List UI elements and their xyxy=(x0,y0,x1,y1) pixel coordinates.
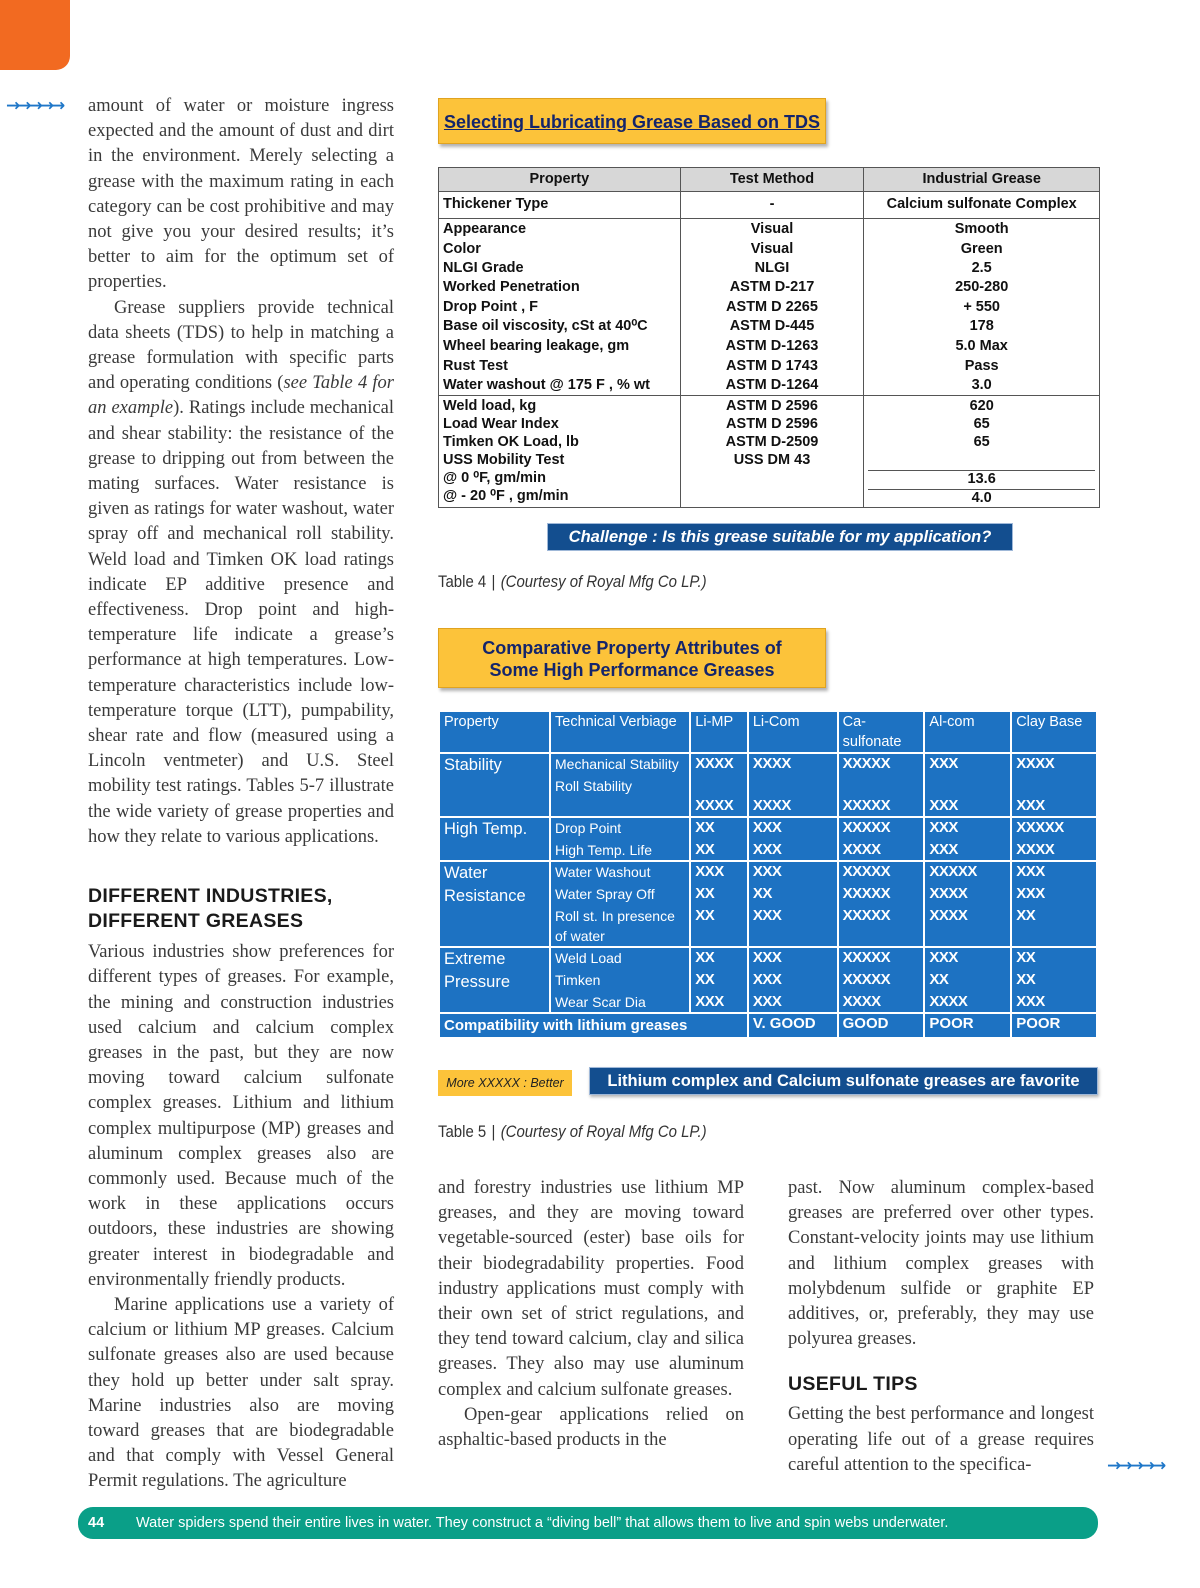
paragraph-industries: Various industries show preferences for different types of greases. For example, the mining and construction industries used calcium and calcium complex greases in the past, but they are now moving toward calcium sulfonate complex greases. Lithium and lithium complex multipurpose (MP) greases and aluminum complex greases also are commonly used. Because much of the work in these applications occurs outdoors, these industries are showing greater interest in biodegradable and environmentally friendly products. xyxy=(88,942,394,1290)
cmp-rating: XXXXX xyxy=(842,949,891,966)
favorite-callout: Lithium complex and Calcium sulfonate greases are favorite xyxy=(589,1067,1098,1095)
article-body-industries xyxy=(88,940,394,1494)
tds-value: + 550 xyxy=(963,299,1001,315)
cmp-property-extreme-pressure: Extreme Pressure xyxy=(440,948,549,1012)
cmp-al-com-cells xyxy=(925,948,1010,1012)
tds-prop: Wheel bearing leakage, gm xyxy=(443,338,630,354)
cmp-verbiage: Water Spray Off xyxy=(555,886,655,902)
cmp-compatibility-label: Compatibility with lithium greases xyxy=(440,1014,747,1037)
cmp-compat-clay-base: POOR xyxy=(1012,1014,1096,1037)
tds-thickener-label: Thickener Type xyxy=(439,192,681,219)
footer-fact: Water spiders spend their entire lives in water. They construct a “diving bell” that allows them to live and spin webs underwater. xyxy=(136,1515,949,1531)
cmp-header-ca-sulfonate: Ca-sulfonate xyxy=(839,712,924,752)
challenge-callout: Challenge : Is this grease suitable for my application? xyxy=(547,523,1013,551)
tds-method: Visual xyxy=(750,221,794,237)
heading-line-1: DIFFERENT INDUSTRIES, xyxy=(88,885,333,908)
cmp-rating: XX xyxy=(695,949,715,966)
cmp-rating: XXXX xyxy=(842,993,881,1010)
cmp-li-com-cells xyxy=(749,948,837,1012)
cmp-al-com-cells xyxy=(925,862,1010,946)
cmp-rating: XXXXX xyxy=(842,819,891,836)
tds-method: USS DM 43 xyxy=(733,452,811,468)
tds-prop: Load Wear Index xyxy=(443,416,559,432)
table4-caption-label: Table 4 xyxy=(438,572,487,591)
cmp-al-com-cells xyxy=(925,818,1010,860)
tds-row-thickener xyxy=(439,192,1100,219)
cmp-header-verbiage: Technical Verbiage xyxy=(551,712,689,752)
cmp-rating: XX xyxy=(929,971,949,988)
cmp-rating: XXXX xyxy=(695,755,734,772)
cmp-rating: XXXXX xyxy=(842,863,891,880)
cmp-li-com-cells xyxy=(749,862,837,946)
cmp-ca-sulfonate-cells xyxy=(839,754,924,816)
tds-value: 4.0 xyxy=(868,489,1095,507)
tds-method: ASTM D-445 xyxy=(729,318,815,334)
cmp-verbiage: Roll st. In presence of water xyxy=(555,908,675,944)
paragraph-intro: amount of water or moisture ingress expected and the amount of dust and dirt in the environment. Merely selecting a grease with the maximum rating in each category can be cost prohibitive and may not give you your desired results; it’s better to aim for the optimum set of properties. xyxy=(88,96,394,293)
cmp-property-stability: Stability xyxy=(440,754,549,816)
cmp-rating: XXXX xyxy=(1016,841,1055,858)
cmp-rating: XXXX xyxy=(752,797,791,814)
cmp-verbiage: Drop Point xyxy=(555,820,622,836)
cmp-rating: XXX xyxy=(929,819,958,836)
tds-header-row xyxy=(439,168,1100,192)
cmp-compat-al-com: POOR xyxy=(925,1014,1010,1037)
cmp-rating: XXXXX xyxy=(842,971,891,988)
cmp-rating: XXXX xyxy=(929,907,968,924)
article-body-left xyxy=(88,94,394,850)
tds-prop: @ 0 ⁰F, gm/min xyxy=(443,470,546,486)
tds-header-property: Property xyxy=(439,168,681,192)
cmp-compatibility-row xyxy=(440,1014,1096,1037)
cmp-property-high-temp: High Temp. xyxy=(440,818,549,860)
cmp-rating: XXX xyxy=(929,949,958,966)
tds-value: 65 xyxy=(973,434,990,450)
cmp-rating: XXX xyxy=(752,863,782,880)
cmp-rating: XXXXX xyxy=(842,797,891,814)
tds-method: Visual xyxy=(750,241,794,257)
tds-value: 2.5 xyxy=(971,260,992,276)
tds-prop: Base oil viscosity, cSt at 40⁰C xyxy=(443,318,648,334)
tds-group2-values xyxy=(864,396,1100,508)
right-column xyxy=(788,1176,1094,1478)
caption-separator: | xyxy=(491,1122,496,1141)
cmp-li-mp-cells xyxy=(691,754,747,816)
table5-banner xyxy=(438,628,826,688)
cmp-rating: XXX xyxy=(752,907,782,924)
cmp-rating: XX xyxy=(1016,949,1036,966)
tds-header-grease: Industrial Grease xyxy=(864,168,1100,192)
cmp-rating: XXX xyxy=(752,993,782,1010)
tds-prop: Water washout @ 175 F , % wt xyxy=(443,377,650,393)
cmp-verbiage: Timken xyxy=(555,972,601,988)
cmp-rating: XXXX xyxy=(842,841,881,858)
tds-value: 65 xyxy=(973,416,990,432)
tds-value: 178 xyxy=(969,318,994,334)
cmp-rating: XXXX xyxy=(929,993,968,1010)
tds-group1-values xyxy=(864,219,1100,396)
cmp-rating: XX xyxy=(695,885,715,902)
cmp-rating: XXX xyxy=(695,993,724,1010)
cmp-verbiage: Roll Stability xyxy=(555,778,633,794)
cmp-property-water-resistance: Water Resistance xyxy=(440,862,549,946)
tds-prop: Drop Point , F xyxy=(443,299,539,315)
cmp-header-al-com: Al-com xyxy=(925,712,1010,752)
cmp-rating: XX xyxy=(1016,971,1036,988)
table4-caption xyxy=(438,572,707,592)
cmp-rating: XXXX xyxy=(752,755,791,772)
cmp-verbiage-list xyxy=(551,754,689,816)
cmp-compat-li-com: V. GOOD xyxy=(749,1014,837,1037)
footer-bar xyxy=(78,1507,1098,1539)
cmp-rating: XXX xyxy=(929,797,958,814)
heading-line-2: DIFFERENT GREASES xyxy=(88,910,304,933)
table4-banner: Selecting Lubricating Grease Based on TDS xyxy=(438,98,826,144)
tds-prop: USS Mobility Test xyxy=(443,452,565,468)
table5-caption-label: Table 5 xyxy=(438,1122,487,1141)
tds-method: ASTM D 2596 xyxy=(726,416,818,432)
tds-prop: Worked Penetration xyxy=(443,279,580,295)
tds-group2-methods xyxy=(680,396,864,508)
paragraph-cv-joints xyxy=(788,1176,1094,1352)
tds-value: 250-280 xyxy=(955,279,1009,295)
cmp-verbiage: Wear Scar Dia xyxy=(555,994,646,1010)
cmp-rating: XXXX xyxy=(695,797,734,814)
section-heading-industries xyxy=(88,884,394,934)
tds-group2-properties xyxy=(439,396,681,508)
table5-banner-line-1: Comparative Property Attributes of xyxy=(482,638,782,658)
cmp-rating: XX xyxy=(695,907,715,924)
paragraph-open-gear: Open-gear applications relied on asphaltic-based products in the xyxy=(438,1404,744,1451)
cmp-rating: XX xyxy=(1016,907,1036,924)
cmp-group-water-resistance xyxy=(440,862,1096,946)
cmp-rating: XXX xyxy=(1016,885,1045,902)
cmp-clay-base-cells xyxy=(1012,818,1096,860)
cmp-rating: XXX xyxy=(752,819,782,836)
tds-method: NLGI xyxy=(754,260,790,276)
tds-prop: Appearance xyxy=(443,221,527,237)
tds-prop: @ - 20 ⁰F , gm/min xyxy=(443,488,569,504)
tds-method: ASTM D 2596 xyxy=(726,398,818,414)
paragraph-aluminum: past. Now aluminum complex-based greases are preferred over other types. Constant-velocity joints may use lithium and lithium complex greases with molybdenum sulfide or graphite EP additives, or, preferably, they may use polyurea greases. xyxy=(788,1178,1094,1350)
tds-method: ASTM D-1263 xyxy=(725,338,819,354)
page-number: 44 xyxy=(88,1515,105,1531)
cmp-clay-base-cells xyxy=(1012,862,1096,946)
tds-value: 13.6 xyxy=(868,470,1095,488)
tds-method: ASTM D 2265 xyxy=(726,299,818,315)
tds-method: ASTM D-2509 xyxy=(725,434,819,450)
cmp-verbiage: Weld Load xyxy=(555,950,622,966)
cmp-verbiage: High Temp. Life xyxy=(555,842,653,858)
cmp-verbiage-list xyxy=(551,818,689,860)
cmp-rating: XXXX xyxy=(1016,755,1055,772)
cmp-al-com-cells xyxy=(925,754,1010,816)
tds-prop: Timken OK Load, lb xyxy=(443,434,579,450)
cmp-rating: XXXXX xyxy=(842,907,891,924)
tds-value: Smooth xyxy=(954,221,1009,237)
cmp-li-com-cells xyxy=(749,754,837,816)
corner-tab-decoration xyxy=(0,0,70,70)
tds-value: 5.0 Max xyxy=(955,338,1008,354)
cmp-rating: XXXXX xyxy=(842,755,891,772)
cmp-ca-sulfonate-cells xyxy=(839,818,924,860)
cmp-rating: XX xyxy=(695,819,715,836)
paragraph-tds xyxy=(88,296,394,850)
tds-group1-properties xyxy=(439,219,681,396)
tds-prop: Rust Test xyxy=(443,358,508,374)
table5-caption xyxy=(438,1122,707,1142)
paragraph-tds-start: Grease suppliers provide technical data sheets (TDS) to help in matching a grease formulation with specific parts and operating conditions ( xyxy=(88,297,394,394)
cmp-rating: XXXX xyxy=(929,885,968,902)
tds-group-2 xyxy=(439,396,1100,508)
cmp-verbiage: Water Washout xyxy=(555,864,651,880)
cmp-rating: XX xyxy=(752,885,772,902)
cmp-compat-ca-sulfonate: GOOD xyxy=(839,1014,924,1037)
tds-value: 3.0 xyxy=(971,377,992,393)
cmp-ca-sulfonate-cells xyxy=(839,862,924,946)
cmp-rating: XX xyxy=(695,841,715,858)
cmp-verbiage-list xyxy=(551,862,689,946)
cmp-rating: XXXXX xyxy=(1016,819,1064,836)
tds-thickener-method: - xyxy=(680,192,864,219)
cmp-li-mp-cells xyxy=(691,818,747,860)
continue-arrows-end-icon: →→→→→ xyxy=(1107,1456,1164,1476)
cmp-group-high-temp xyxy=(440,818,1096,860)
cmp-rating: XXX xyxy=(752,949,782,966)
tds-prop: Color xyxy=(443,241,481,257)
paragraph-tds-end: ). Ratings include mechanical and shear stability: the resistance of the grease to dripping out from between the mating surfaces. Water resistance is given as ratings for water washout, water spray off and mechanical roll stability. Weld load and Timken OK load ratings indicate EP additive presence and effectiveness. Drop point and high-temperature life indicate a grease’s performance at high temperatures. Low-temperature characteristics include low-temperature torque (LTT), pumpability, shear rate and flow (measured using a Lincoln ventmeter) and U.S. Steel mobility test ratings. Tables 5-7 illustrate the wide variety of grease properties and how they relate to various applications. xyxy=(88,398,394,847)
cmp-rating: XXX xyxy=(1016,993,1045,1010)
cmp-group-extreme-pressure xyxy=(440,948,1096,1012)
cmp-clay-base-cells xyxy=(1012,948,1096,1012)
comparison-table xyxy=(438,710,1098,1039)
cmp-header-li-mp: Li-MP xyxy=(691,712,747,752)
cmp-rating: XXX xyxy=(752,841,782,858)
tds-header-method: Test Method xyxy=(680,168,864,192)
caption-separator: | xyxy=(491,572,496,591)
tds-prop: Weld load, kg xyxy=(443,398,537,414)
cmp-rating: XX xyxy=(695,971,715,988)
tds-group-1 xyxy=(439,219,1100,396)
comparison-header-row xyxy=(440,712,1096,752)
cmp-li-mp-cells xyxy=(691,948,747,1012)
paragraph-tips: Getting the best performance and longest operating life out of a grease requires careful attention to the specifica- xyxy=(788,1404,1094,1475)
tds-thickener-value: Calcium sulfonate Complex xyxy=(864,192,1100,219)
cmp-li-com-cells xyxy=(749,818,837,860)
tds-value xyxy=(868,452,1095,469)
middle-column xyxy=(438,1176,744,1453)
rating-legend: More XXXXX : Better xyxy=(438,1070,572,1096)
cmp-header-property: Property xyxy=(440,712,549,752)
cmp-rating: XXX xyxy=(695,863,724,880)
tds-value: Pass xyxy=(964,358,999,374)
tds-group1-methods xyxy=(680,219,864,396)
tds-value: Green xyxy=(960,241,1003,257)
cmp-ca-sulfonate-cells xyxy=(839,948,924,1012)
table5-banner-line-2: Some High Performance Greases xyxy=(489,660,775,680)
tds-method: ASTM D-217 xyxy=(729,279,815,295)
continue-arrows-icon: →→→→→ xyxy=(6,96,63,116)
tds-prop: NLGI Grade xyxy=(443,260,524,276)
tds-method: ASTM D 1743 xyxy=(726,358,818,374)
tds-table xyxy=(438,167,1100,508)
cmp-rating: XXXXX xyxy=(929,863,977,880)
cmp-li-mp-cells xyxy=(691,862,747,946)
cmp-header-clay-base: Clay Base xyxy=(1012,712,1096,752)
cmp-verbiage: Mechanical Stability xyxy=(555,756,679,772)
left-column xyxy=(88,94,394,1495)
cmp-rating: XXXXX xyxy=(842,885,891,902)
table5-caption-credit: (Courtesy of Royal Mfg Co LP.) xyxy=(500,1122,707,1141)
cmp-rating: XXX xyxy=(1016,863,1045,880)
tds-method: ASTM D-1264 xyxy=(725,377,819,393)
tds-value: 620 xyxy=(969,398,994,414)
cmp-verbiage-list xyxy=(551,948,689,1012)
cmp-rating: XXX xyxy=(752,971,782,988)
cmp-rating: XXX xyxy=(1016,797,1045,814)
paragraph-marine: Marine applications use a variety of calcium or lithium MP greases. Calcium sulfonate greases also are used because they hold up better under salt spray. Marine industries also are moving toward greases that are biodegradable and that comply with Vessel General Permit regulations. The agriculture xyxy=(88,1294,394,1492)
section-heading-tips: USEFUL TIPS xyxy=(788,1373,918,1396)
paragraph-forestry: and forestry industries use lithium MP greases, and they are moving toward vegetable-sourced (ester) base oils for their biodegradability properties. Food industry applications must comply with their own set of strict regulations, and they tend toward calcium, clay and silica greases. They also may use aluminum complex and calcium sulfonate greases. xyxy=(438,1178,744,1400)
cmp-rating: XXX xyxy=(929,841,958,858)
table4-caption-credit: (Courtesy of Royal Mfg Co LP.) xyxy=(500,572,707,591)
cmp-header-li-com: Li-Com xyxy=(749,712,837,752)
article-body-tips xyxy=(788,1402,1094,1478)
cmp-clay-base-cells xyxy=(1012,754,1096,816)
cmp-rating: XXX xyxy=(929,755,958,772)
cmp-group-stability xyxy=(440,754,1096,816)
table-reference: see Table 4 for an example xyxy=(88,373,394,419)
